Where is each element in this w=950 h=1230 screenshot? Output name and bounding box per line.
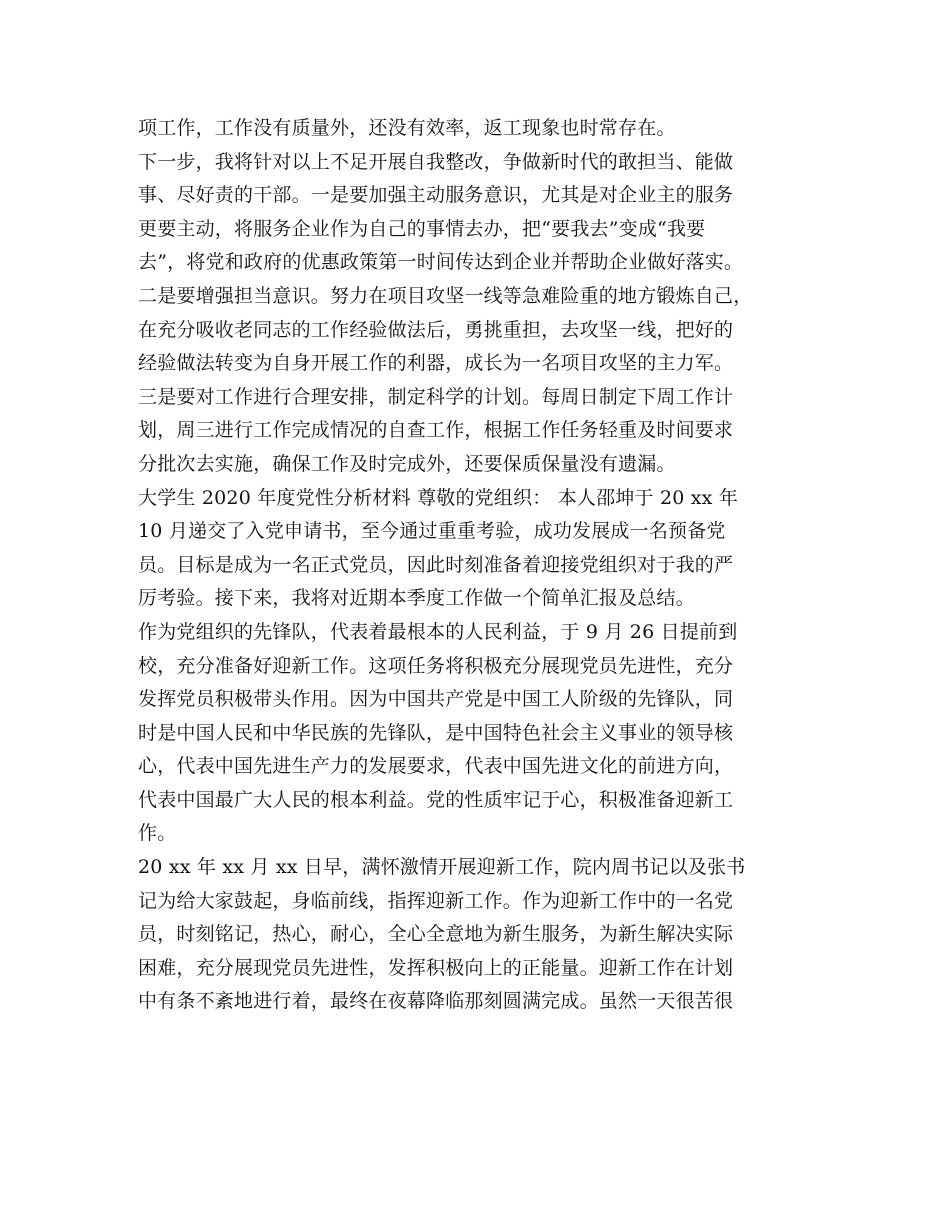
text-line: 更要主动，将服务企业作为自己的事情去办，把“要我去”变成“我要	[138, 217, 706, 240]
text-line: 二是要增强担当意识。努力在项目攻坚一线等急难险重的地方锻炼自己，	[138, 284, 753, 307]
text-line: 员。目标是成为一名正式党员，因此时刻准备着迎接党组织对于我的严	[138, 553, 734, 576]
text-line: 作为党组织的先锋队，代表着最根本的人民利益，于 9 月 26 日提前到	[138, 620, 738, 643]
text-line: 在充分吸收老同志的工作经验做法后，勇挑重担，去攻坚一线，把好的	[138, 318, 734, 341]
text-line: 校，充分准备好迎新工作。这项任务将积极充分展现党员先进性，充分	[138, 654, 734, 677]
text-line: 代表中国最广大人民的根本利益。党的性质牢记于心，积极准备迎新工	[138, 788, 734, 811]
text-line: 员，时刻铭记，热心，耐心，全心全意地为新生服务，为新生解决实际	[138, 923, 734, 946]
text-line: 困难，充分展现党员先进性，发挥积极向上的正能量。迎新工作在计划	[138, 956, 734, 979]
text-line: 记为给大家鼓起，身临前线，指挥迎新工作。作为迎新工作中的一名党	[138, 889, 734, 912]
text-line: 时是中国人民和中华民族的先锋队，是中国特色社会主义事业的领导核	[138, 721, 734, 744]
document-body	[138, 112, 828, 1019]
text-line: 去”，将党和政府的优惠政策第一时间传达到企业并帮助企业做好落实。	[138, 251, 744, 274]
text-line: 经验做法转变为自身开展工作的利器，成长为一名项目攻坚的主力军。	[138, 352, 734, 375]
text-line: 10 月递交了入党申请书，至今通过重重考验，成功发展成一名预备党	[138, 520, 726, 543]
text-line: 划，周三进行工作完成情况的自查工作，根据工作任务轻重及时间要求	[138, 419, 734, 442]
text-line: 大学生 2020 年度党性分析材料 尊敬的党组织： 本人邵坤于 20 xx 年	[138, 486, 739, 509]
text-line: 发挥党员积极带头作用。因为中国共产党是中国工人阶级的先锋队，同	[138, 688, 734, 711]
text-line: 下一步，我将针对以上不足开展自我整改，争做新时代的敢担当、能做	[138, 150, 734, 173]
text-line: 作。	[138, 822, 177, 845]
text-line: 事、尽好责的干部。一是要加强主动服务意识，尤其是对企业主的服务	[138, 184, 734, 207]
text-line: 项工作，工作没有质量外，还没有效率，返工现象也时常存在。	[138, 117, 676, 139]
text-line: 心，代表中国先进生产力的发展要求，代表中国先进文化的前进方向，	[138, 755, 734, 778]
text-line: 20 xx 年 xx 月 xx 日早，满怀激情开展迎新工作，院内周书记以及张书	[138, 856, 746, 879]
text-line: 三是要对工作进行合理安排，制定科学的计划。每周日制定下周工作计	[138, 385, 734, 408]
text-line: 分批次去实施，确保工作及时完成外，还要保质保量没有遗漏。	[138, 452, 676, 475]
text-line: 厉考验。接下来，我将对近期本季度工作做一个简单汇报及总结。	[138, 587, 695, 610]
text-line: 中有条不紊地进行着，最终在夜幕降临那刻圆满完成。虽然一天很苦很	[138, 990, 734, 1013]
